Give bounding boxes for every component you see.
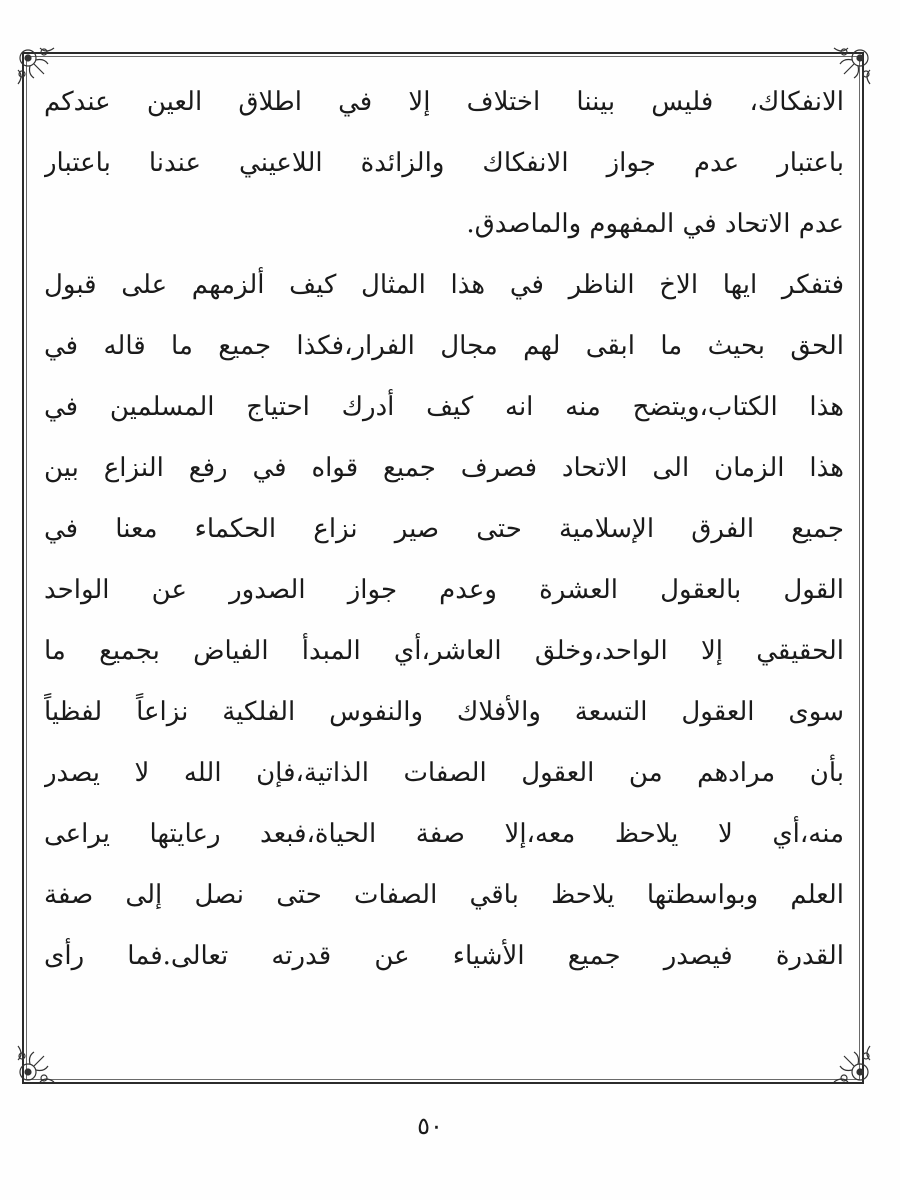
text-line: القدرة فيصدر جميع الأشياء عن قدرته تعالى.فما رأى xyxy=(44,941,844,971)
text-line: سوى العقول التسعة والأفلاك والنفوس الفلكية نزاعاً لفظياً xyxy=(44,697,844,727)
text-line: هذا الزمان الى الاتحاد فصرف جميع قواه في رفع النزاع بين xyxy=(44,453,844,483)
page-number: ٥٠ xyxy=(417,1112,443,1140)
text-line: باعتبار عدم جواز الانفكاك والزائدة اللاعيني عندنا باعتبار xyxy=(44,148,844,178)
text-line: الحق بحيث ما ابقى لهم مجال الفرار،فكذا جميع ما قاله في xyxy=(44,331,844,361)
floral-corner-ornament-icon xyxy=(10,1030,70,1090)
floral-corner-ornament-icon xyxy=(818,1030,878,1090)
text-line: عدم الاتحاد في المفهوم والماصدق. xyxy=(466,209,844,239)
text-line: منه،أي لا يلاحظ معه،إلا صفة الحياة،فبعد رعايتها يراعى xyxy=(44,819,844,849)
text-line: العلم وبواسطتها يلاحظ باقي الصفات حتى نصل إلى صفة xyxy=(44,880,844,910)
text-line: الانفكاك، فليس بيننا اختلاف إلا في اطلاق العين عندكم xyxy=(44,87,844,117)
text-line: الحقيقي إلا الواحد،وخلق العاشر،أي المبدأ الفياض بجميع ما xyxy=(44,636,844,666)
text-line: فتفكر ايها الاخ الناظر في هذا المثال كيف ألزمهم على قبول xyxy=(44,270,844,300)
text-line: جميع الفرق الإسلامية حتى صير نزاع الحكماء معنا في xyxy=(44,514,844,544)
text-line: القول بالعقول العشرة وعدم جواز الصدور عن الواحد xyxy=(44,575,844,605)
text-line: هذا الكتاب،ويتضح منه انه كيف أدرك احتياج المسلمين في xyxy=(44,392,844,422)
text-line: بأن مرادهم من العقول الصفات الذاتية،فإن الله لا يصدر xyxy=(44,758,844,788)
body-text xyxy=(44,72,844,992)
